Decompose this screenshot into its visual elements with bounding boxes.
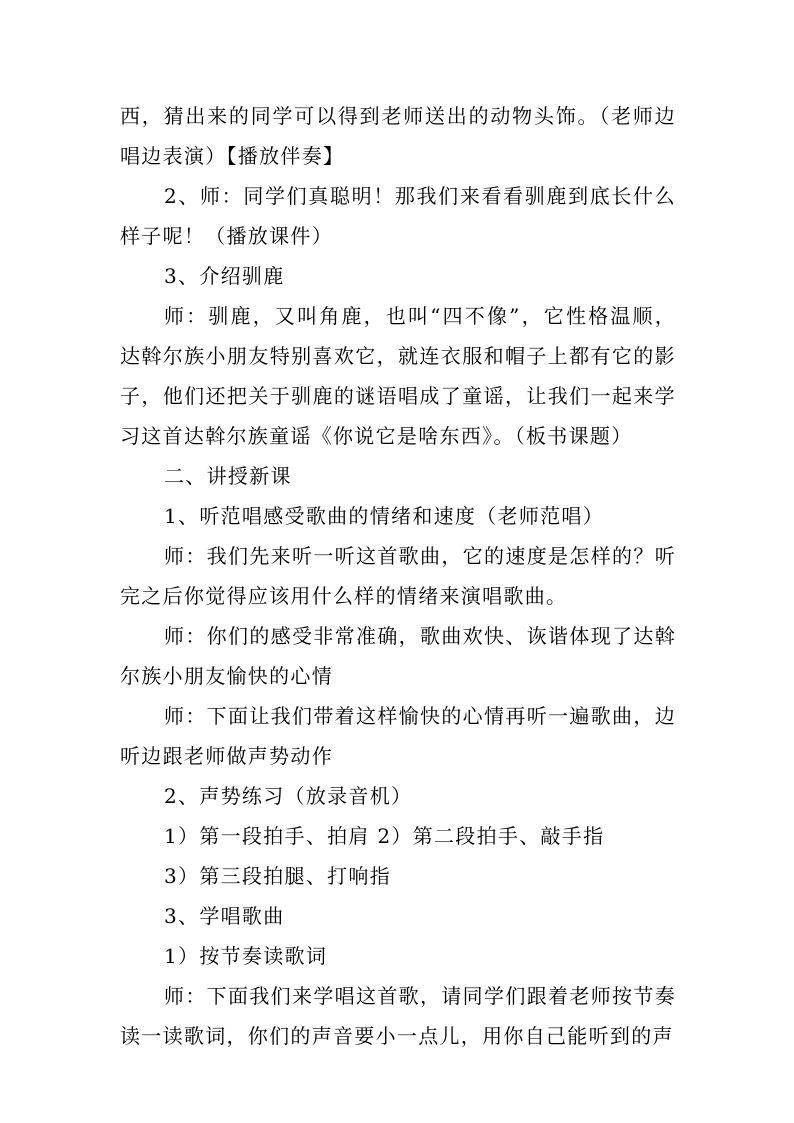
section-heading-new-lesson: 二、讲授新课 xyxy=(164,464,292,488)
paragraph-step-3-heading: 3、介绍驯鹿 xyxy=(164,264,285,288)
paragraph-continuation: 西，猜出来的同学可以得到老师送出的动物头饰。（老师边唱边表演）【播放伴奏】 xyxy=(120,104,676,168)
paragraph-listen-heading: 1、听范唱感受歌曲的情绪和速度（老师范唱） xyxy=(164,504,605,528)
paragraph-learn-song-heading: 3、学唱歌曲 xyxy=(164,904,285,928)
paragraph-listen-again: 师：下面让我们带着这样愉快的心情再听一遍歌曲，边听边跟老师做声势动作 xyxy=(120,704,676,768)
paragraph-gesture-step-3: 3）第三段拍腿、打响指 xyxy=(164,864,392,888)
document-body xyxy=(120,96,676,1056)
paragraph-listen-question: 师：我们先来听一听这首歌曲，它的速度是怎样的？听完之后你觉得应该用什么样的情绪来演唱歌曲。 xyxy=(120,544,676,608)
paragraph-gesture-heading: 2、声势练习（放录音机） xyxy=(164,784,413,808)
paragraph-reindeer-intro: 师：驯鹿，又叫角鹿，也叫“四不像”，它性格温顺，达斡尔族小朋友特别喜欢它，就连衣服和帽子上都有它的影子，他们还把关于驯鹿的谜语唱成了童谣，让我们一起来学习这首达斡尔族童谣《你说它是啥东西》。（板书课题） xyxy=(120,304,676,448)
paragraph-read-lyrics-heading: 1）按节奏读歌词 xyxy=(164,944,328,968)
paragraph-step-2: 2、师：同学们真聪明！那我们来看看驯鹿到底长什么样子呢！（播放课件） xyxy=(120,184,676,248)
paragraph-feedback: 师：你们的感受非常准确，歌曲欢快、诙谐体现了达斡尔族小朋友愉快的心情 xyxy=(120,624,676,688)
paragraph-gesture-steps-1-2: 1）第一段拍手、拍肩 2）第二段拍手、敲手指 xyxy=(164,824,605,848)
paragraph-read-lyrics-instruction: 师：下面我们来学唱这首歌，请同学们跟着老师按节奏读一读歌词，你们的声音要小一点儿，用你自己能听到的声 xyxy=(120,984,676,1048)
